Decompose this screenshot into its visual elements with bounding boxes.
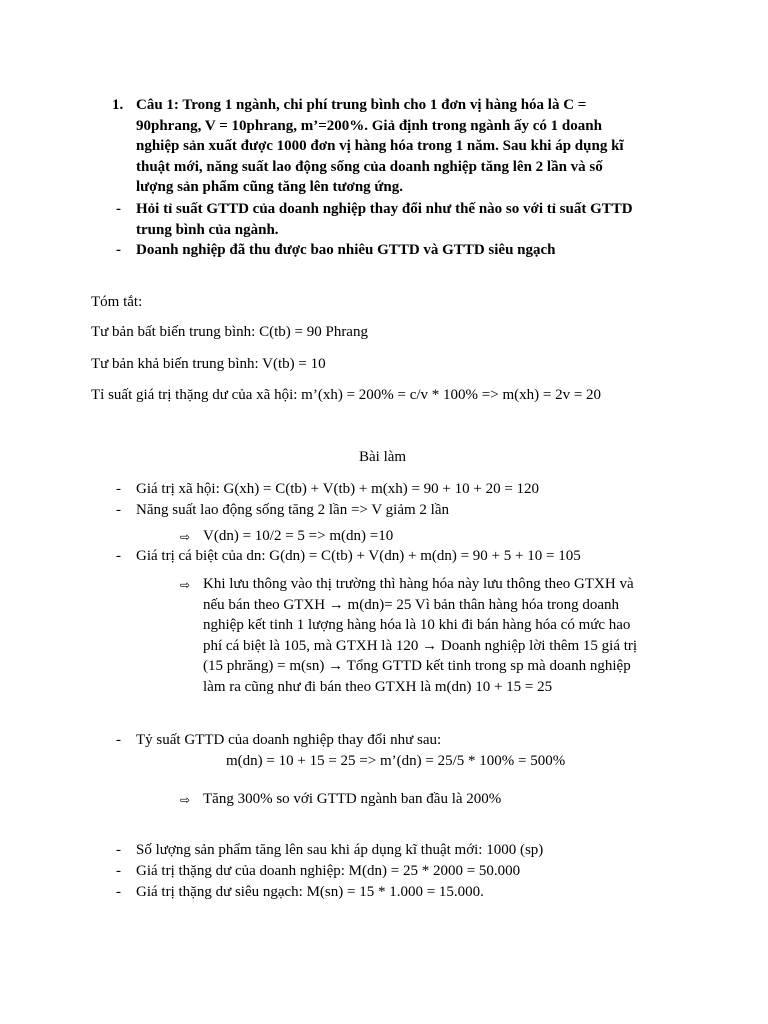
solution-bullet: Giá trị xã hội: G(xh) = C(tb) + V(tb) + m(xh) = 90 + 10 + 20 = 120 bbox=[136, 481, 540, 497]
bullet-dash: - bbox=[116, 863, 121, 879]
arrow-icon: ⇨ bbox=[180, 578, 191, 592]
solution-bullet: Giá trị thặng dư của doanh nghiệp: M(dn) = 25 * 2000 = 50.000 bbox=[136, 863, 521, 879]
solution-bullet: Tỷ suất GTTD của doanh nghiệp thay đổi như sau: bbox=[136, 732, 442, 748]
bullet-dash: - bbox=[116, 481, 121, 497]
bullet-dash: - bbox=[116, 548, 121, 564]
paragraph-line: làm ra cũng như đi bán theo GTXH là m(dn) 10 + 15 = 25 bbox=[203, 678, 553, 695]
question-line: thuật mới, năng suất lao động sống của doanh nghiệp tăng lên 2 lần và số bbox=[136, 158, 603, 175]
question-text bbox=[136, 95, 736, 198]
question-sub2: Doanh nghiệp đã thu được bao nhiêu GTTD và GTTD siêu ngạch bbox=[136, 242, 556, 258]
solution-bullet: Giá trị cá biệt của dn: G(dn) = C(tb) + V(dn) + m(dn) = 90 + 5 + 10 = 105 bbox=[136, 548, 581, 564]
paragraph-line: nghiệp kết tinh 1 lượng hàng hóa là 10 khi đi bán hàng hóa có mức hao bbox=[203, 617, 631, 633]
solution-arrow-paragraph bbox=[203, 574, 683, 697]
bullet-dash: - bbox=[116, 842, 121, 858]
paragraph-line: Khi lưu thông vào thị trường thì hàng hóa này lưu thông theo GTXH và bbox=[203, 576, 634, 592]
bullet-dash: - bbox=[116, 732, 121, 748]
paragraph-line: (15 phrăng) = m(sn) → Tổng GTTD kết tinh trong sp mà doanh nghiệp bbox=[203, 658, 631, 674]
solution-arrow-item: V(dn) = 10/2 = 5 => m(dn) =10 bbox=[203, 528, 394, 544]
question-number: 1. bbox=[112, 97, 124, 113]
paragraph-line: nếu bán theo GTXH → m(dn)= 25 Vì bản thân hàng hóa trong doanh bbox=[203, 596, 620, 613]
question-sub1-line: trung bình của ngành. bbox=[136, 221, 279, 238]
arrow-icon: ⇨ bbox=[180, 793, 191, 807]
paragraph-line: phí cá biệt là 105, mà GTXH là 120 → Doanh nghiệp lời thêm 15 giá trị bbox=[203, 637, 638, 654]
summary-line: Tỉ suất giá trị thặng dư của xã hội: m’(xh) = 200% = c/v * 100% => m(xh) = 2v = 20 bbox=[91, 387, 602, 403]
question-line: Câu 1: Trong 1 ngành, chi phí trung bình cho 1 đơn vị hàng hóa là C = bbox=[136, 97, 587, 113]
summary-title: Tóm tắt: bbox=[91, 294, 143, 310]
solution-arrow-item: Tăng 300% so với GTTD ngành ban đầu là 200% bbox=[203, 791, 502, 807]
bullet-dash: - bbox=[116, 884, 121, 900]
bullet-dash: - bbox=[116, 502, 121, 518]
summary-line: Tư bản bất biến trung bình: C(tb) = 90 Phrang bbox=[91, 324, 368, 340]
arrow-icon: ⇨ bbox=[180, 530, 191, 544]
solution-bullet: Giá trị thặng dư siêu ngạch: M(sn) = 15 * 1.000 = 15.000. bbox=[136, 884, 484, 900]
question-sub1-line: Hỏi tỉ suất GTTD của doanh nghiệp thay đổi như thế nào so với tỉ suất GTTD bbox=[136, 201, 633, 217]
question-line: 90phrang, V = 10phrang, m’=200%. Giả định trong ngành ấy có 1 doanh bbox=[136, 117, 602, 134]
question-sub1 bbox=[136, 199, 736, 240]
solution-title: Bài làm bbox=[359, 449, 407, 465]
summary-line: Tư bản khả biến trung bình: V(tb) = 10 bbox=[91, 356, 326, 372]
solution-bullet: Năng suất lao động sống tăng 2 lần => V giảm 2 lần bbox=[136, 502, 449, 518]
bullet-dash: - bbox=[116, 201, 121, 217]
bullet-dash: - bbox=[116, 242, 121, 258]
question-line: nghiệp sản xuất được 1000 đơn vị hàng hóa trong 1 năm. Sau khi áp dụng kĩ bbox=[136, 138, 624, 154]
solution-formula: m(dn) = 10 + 15 = 25 => m’(dn) = 25/5 * 100% = 500% bbox=[226, 753, 566, 769]
solution-bullet: Số lượng sản phẩm tăng lên sau khi áp dụng kĩ thuật mới: 1000 (sp) bbox=[136, 842, 544, 858]
question-line: lượng sản phẩm cũng tăng lên tương ứng. bbox=[136, 179, 404, 195]
